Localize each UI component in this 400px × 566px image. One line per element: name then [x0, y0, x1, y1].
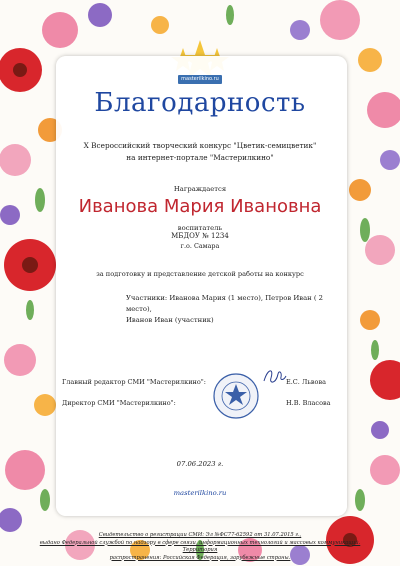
issue-date: 07.06.2023 г.: [176, 460, 224, 468]
recipient-position: воспитатель: [177, 224, 223, 232]
participants-line: Иванов Иван (участник): [126, 316, 214, 324]
director-label: Директор СМИ "Мастерилкино":: [62, 399, 176, 407]
recipient-organization: МБДОУ № 1234: [171, 232, 229, 240]
recipient-city: г.о. Самара: [180, 242, 220, 250]
signature-icon: [262, 366, 288, 388]
registration-footer: [30, 532, 370, 562]
footer-line: выдано Федеральной службой по надзору в сфере связи, информационных технологий и массовых коммуникаций. Территория: [39, 539, 361, 553]
footer-line: Свидетельство о регистрации СМИ: Эл №ФС77-62592 от 31.07.2015 г.,: [98, 532, 302, 538]
editor-label: Главный редактор СМИ "Мастерилкино":: [62, 378, 206, 386]
participants-block: [126, 293, 326, 326]
certificate-title: Благодарность: [94, 88, 306, 118]
certificate-card: [56, 56, 347, 516]
stamp-icon: [212, 372, 260, 420]
site-url: masterilkino.ru: [173, 489, 227, 497]
awarded-label: Награждается: [173, 185, 227, 193]
portal-line: на интернет-портале "Мастерилкино": [126, 153, 274, 162]
site-logo: masterilkino.ru: [178, 75, 222, 84]
footer-line: распространения: Российская Федерация, зарубежные страны.: [109, 554, 291, 561]
recipient-name: Иванова Мария Ивановна: [78, 196, 322, 217]
participants-line: Участники: Иванова Мария (1 место), Петров Иван ( 2 место),: [126, 294, 323, 313]
contest-line: X Всероссийский творческий конкурс "Цветик-семицветик": [83, 141, 317, 150]
editor-name: Е.С. Львова: [286, 378, 326, 386]
director-name: Н.В. Власова: [286, 399, 331, 407]
award-description: за подготовку и представление детской работы на конкурс: [96, 270, 304, 278]
